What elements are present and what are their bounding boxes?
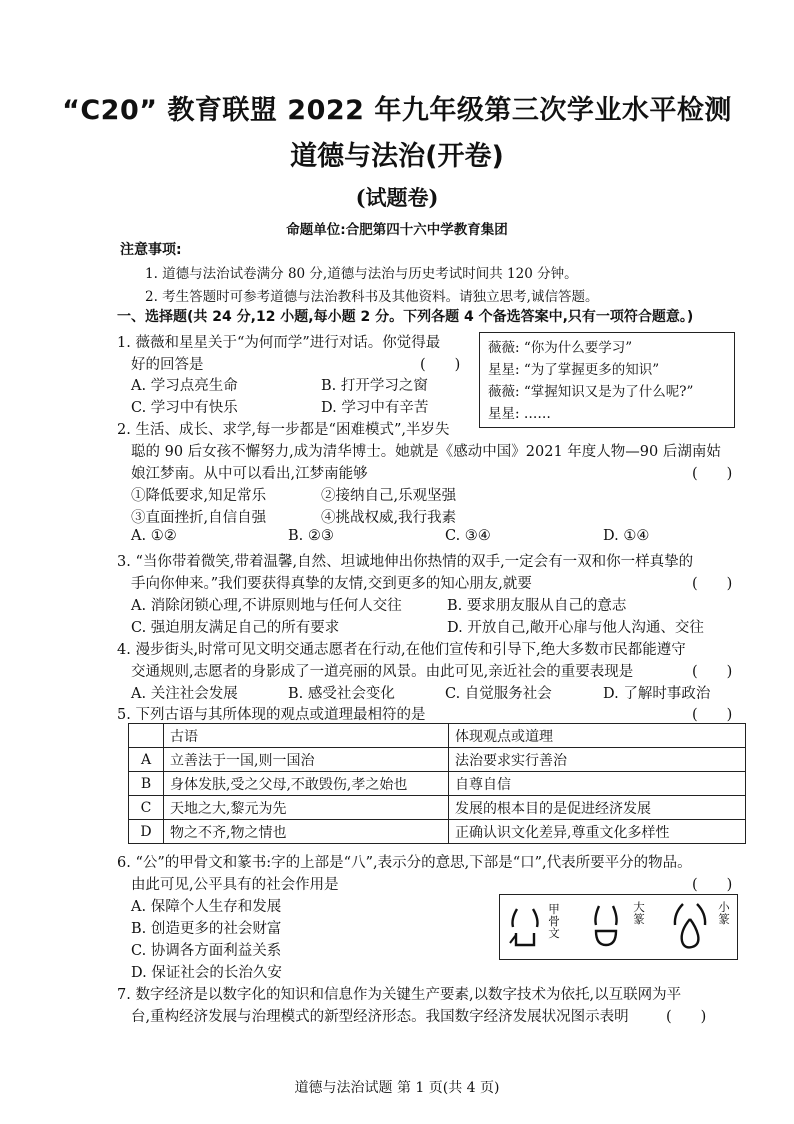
q3-option-b: B. 要求朋友服从自己的意志	[447, 598, 627, 614]
q6-stem-cont: 由此可见,公平具有的社会作用是	[131, 877, 339, 893]
table-cell: A	[129, 748, 164, 772]
table-cell: 发展的根本目的是促进经济发展	[449, 796, 746, 820]
notes-heading: 注意事项:	[120, 242, 182, 258]
q2-option-d: D. ①④	[603, 528, 650, 544]
note-item: 1. 道德与法治试卷满分 80 分,道德与法治与历史考试时间共 120 分钟。	[145, 266, 578, 282]
dialogue-line: 星星: “为了掌握更多的知识”	[488, 362, 660, 378]
subject-title: 道德与法治(开卷)	[290, 141, 504, 172]
table-cell: C	[129, 796, 164, 820]
q4-stem-cont: 交通规则,志愿者的身影成了一道亮丽的风景。由此可见,亲近社会的重要表现是	[131, 664, 634, 680]
q2-option-b: B. ②③	[288, 528, 334, 544]
table-row	[129, 748, 746, 772]
q4-stem: 4. 漫步街头,时常可见文明交通志愿者在行动,在他们宣传和引导下,绝大多数市民都能遵守	[117, 642, 686, 658]
q2-statement-1: ①降低要求,知足常乐	[131, 488, 267, 504]
table-row	[129, 772, 746, 796]
small-seal-glyph-icon	[670, 901, 710, 953]
dialogue-line: 薇薇: “你为什么要学习”	[488, 340, 633, 356]
table-header-cell: 体现观点或道理	[449, 724, 746, 748]
q3-option-d: D. 开放自己,敞开心扉与他人沟通、交往	[447, 620, 704, 636]
q2-stem-cont: 娘江梦南。从中可以看出,江梦南能够	[131, 466, 368, 482]
q2-statement-3: ③直面挫折,自信自强	[131, 510, 267, 526]
table-cell: 自尊自信	[449, 772, 746, 796]
large-seal-glyph-icon	[588, 903, 624, 951]
q1-dialogue-box	[479, 332, 735, 428]
q2-statement-4: ④挑战权威,我行我素	[321, 510, 457, 526]
q5-table	[128, 723, 746, 844]
oracle-bone-glyph-icon	[508, 905, 542, 949]
q6-option-d: D. 保证社会的长治久安	[131, 965, 282, 981]
script-label-small-seal: 小篆	[718, 900, 730, 926]
table-cell: 立善法于一国,则一国治	[164, 748, 449, 772]
q3-stem: 3. “当你带着微笑,带着温馨,自然、坦诚地伸出你热情的双手,一定会有一双和你一样真挚的	[117, 554, 694, 570]
q3-stem-cont: 手向你伸来。”我们要获得真挚的友情,交到更多的知心朋友,就要	[131, 576, 532, 592]
q3-answer-paren: ( )	[692, 576, 733, 592]
table-cell: 法治要求实行善治	[449, 748, 746, 772]
q4-answer-paren: ( )	[692, 664, 733, 680]
table-cell: 物之不齐,物之情也	[164, 820, 449, 844]
q1-stem: 1. 薇薇和星星关于“为何而学”进行对话。你觉得最	[117, 335, 441, 351]
q4-option-b: B. 感受社会变化	[288, 686, 395, 702]
table-cell: 身体发肤,受之父母,不敢毁伤,孝之始也	[164, 772, 449, 796]
section-heading: 一、选择题(共 24 分,12 小题,每小题 2 分。下列各题 4 个备选答案中,只有一项符合题意。)	[117, 309, 694, 325]
q7-answer-paren: ( )	[666, 1009, 707, 1025]
q1-stem-cont: 好的回答是	[131, 357, 204, 373]
script-label-oracle: 甲骨文	[548, 902, 560, 940]
table-header-cell	[129, 724, 164, 748]
q3-option-c: C. 强迫朋友满足自己的所有要求	[131, 620, 340, 636]
q2-answer-paren: ( )	[692, 466, 733, 482]
note-item: 2. 考生答题时可参考道德与法治教科书及其他资料。请独立思考,诚信答题。	[145, 289, 599, 305]
q6-option-c: C. 协调各方面利益关系	[131, 943, 282, 959]
paper-type: (试题卷)	[355, 185, 439, 210]
q7-stem: 7. 数字经济是以数字化的知识和信息作为关键生产要素,以数字技术为依托,以互联网为平	[117, 987, 682, 1003]
table-header-row	[129, 724, 746, 748]
table-cell: D	[129, 820, 164, 844]
table-header-cell: 古语	[164, 724, 449, 748]
q2-stem: 2. 生活、成长、求学,每一步都是“困难模式”,半岁失	[117, 422, 450, 438]
dialogue-line: 薇薇: “掌握知识又是为了什么呢?”	[488, 384, 694, 400]
q3-option-a: A. 消除闭锁心理,不讲原则地与任何人交往	[131, 598, 402, 614]
gong-script-figure	[499, 894, 738, 960]
q2-statement-2: ②接纳自己,乐观坚强	[321, 488, 457, 504]
q2-option-a: A. ①②	[131, 528, 177, 544]
q5-stem: 5. 下列古语与其所体现的观点或道理最相符的是	[117, 707, 426, 723]
author-unit: 命题单位:合肥第四十六中学教育集团	[286, 222, 508, 238]
exam-title: “C20” 教育联盟 2022 年九年级第三次学业水平检测	[62, 95, 732, 126]
table-row	[129, 820, 746, 844]
q5-answer-paren: ( )	[692, 707, 733, 723]
page-footer: 道德与法治试题 第 1 页(共 4 页)	[294, 1080, 500, 1096]
dialogue-line: 星星: ……	[488, 406, 551, 422]
table-row	[129, 796, 746, 820]
script-label-large-seal: 大篆	[633, 900, 645, 926]
q6-stem: 6. “公”的甲骨文和篆书:字的上部是“八”,表示分的意思,下部是“口”,代表所要平分的物品。	[117, 855, 692, 871]
q6-answer-paren: ( )	[692, 877, 733, 893]
q6-option-a: A. 保障个人生存和发展	[131, 899, 282, 915]
q1-answer-paren: ( )	[420, 357, 461, 373]
q2-option-c: C. ③④	[445, 528, 491, 544]
q1-option-d: D. 学习中有辛苦	[321, 400, 429, 416]
q1-option-b: B. 打开学习之窗	[321, 378, 428, 394]
table-cell: B	[129, 772, 164, 796]
q4-option-d: D. 了解时事政治	[603, 686, 711, 702]
q4-option-c: C. 自觉服务社会	[445, 686, 552, 702]
q4-option-a: A. 关注社会发展	[131, 686, 238, 702]
q1-option-c: C. 学习中有快乐	[131, 400, 238, 416]
q1-option-a: A. 学习点亮生命	[131, 378, 238, 394]
q7-stem-cont: 台,重构经济发展与治理模式的新型经济形态。我国数字经济发展状况图示表明	[131, 1009, 629, 1025]
q6-option-b: B. 创造更多的社会财富	[131, 921, 282, 937]
q2-stem-cont: 聪的 90 后女孩不懈努力,成为清华博士。她就是《感动中国》2021 年度人物—90 后湖南姑	[131, 444, 721, 460]
table-cell: 天地之大,黎元为先	[164, 796, 449, 820]
table-cell: 正确认识文化差异,尊重文化多样性	[449, 820, 746, 844]
